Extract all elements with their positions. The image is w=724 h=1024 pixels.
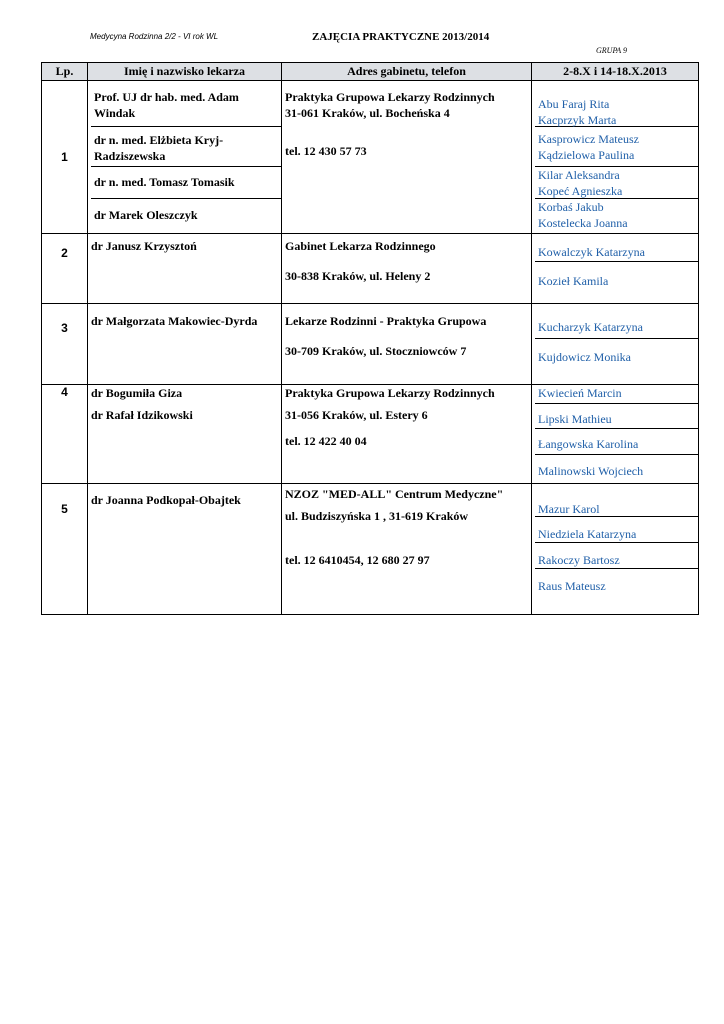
doctor-name: Prof. UJ dr hab. med. Adam Windak	[91, 81, 281, 127]
table-row	[42, 81, 699, 234]
doctor-cell	[88, 81, 282, 234]
student-name: Raus Mateusz	[538, 579, 606, 593]
address-cell	[282, 385, 532, 484]
header-address: Adres gabinetu, telefon	[282, 63, 532, 81]
doctor-name: dr Małgorzata Makowiec-Dyrda	[91, 314, 258, 328]
student-name: Kwiecień Marcin	[535, 385, 698, 404]
student-name: Mazur Karol	[535, 484, 698, 517]
document-subtitle: Medycyna Rodzinna 2/2 - VI rok WL	[90, 32, 219, 41]
address-cell	[282, 484, 532, 615]
table-row	[42, 385, 699, 484]
student-name: Kopeć Agnieszka	[538, 184, 623, 198]
phone-line: tel. 12 422 40 04	[285, 434, 367, 448]
schedule-table	[41, 62, 699, 615]
row-number: 3	[42, 304, 88, 385]
table-row	[42, 484, 699, 615]
address-line: 31-056 Kraków, ul. Estery 6	[285, 408, 428, 422]
address-cell	[282, 234, 532, 304]
doctor-name: dr n. med. Elżbieta Kryj-Radziszewska	[91, 127, 281, 167]
student-name: Kujdowicz Monika	[538, 350, 631, 364]
table-row	[42, 234, 699, 304]
student-name: Rakoczy Bartosz	[535, 543, 698, 569]
doctor-name: dr Joanna Podkopał-Obajtek	[91, 493, 241, 507]
phone-line: tel. 12 6410454, 12 680 27 97	[285, 553, 430, 567]
students-cell	[532, 385, 699, 484]
doctor-name: dr Bogumiła Giza	[91, 386, 183, 400]
student-name: Niedziela Katarzyna	[535, 517, 698, 543]
address-line: ul. Budziszyńska 1 , 31-619 Kraków	[285, 509, 469, 523]
address-line: NZOZ "MED-ALL" Centrum Medyczne"	[285, 487, 504, 501]
student-name: Kucharzyk Katarzyna	[535, 304, 698, 339]
address-line: 30-709 Kraków, ul. Stoczniowców 7	[285, 344, 467, 358]
row-number: 2	[42, 234, 88, 304]
doctor-name: dr Janusz Krzysztoń	[91, 239, 197, 253]
doctor-name: dr n. med. Tomasz Tomasik	[91, 167, 281, 199]
student-name: Abu Faraj Rita	[538, 97, 610, 111]
header-dates: 2-8.X i 14-18.X.2013	[532, 63, 699, 81]
address-line: 31-061 Kraków, ul. Bocheńska 4	[285, 106, 450, 120]
student-name: Kostelecka Joanna	[538, 216, 628, 230]
students-cell	[532, 81, 699, 234]
student-name: Kasprowicz Mateusz	[538, 132, 639, 146]
student-name: Łangowska Karolina	[535, 429, 698, 455]
group-label: GRUPA 9	[596, 46, 628, 55]
doctor-name: dr Marek Oleszczyk	[94, 208, 198, 222]
student-name: Lipski Mathieu	[535, 404, 698, 429]
student-name: Kowalczyk Katarzyna	[535, 234, 698, 262]
header-lp: Lp.	[42, 63, 88, 81]
row-number: 1	[42, 81, 88, 234]
address-cell	[282, 81, 532, 234]
address-line: Praktyka Grupowa Lekarzy Rodzinnych	[285, 90, 495, 104]
student-name: Kozieł Kamila	[538, 274, 609, 288]
row-number: 4	[42, 385, 88, 484]
doctor-cell	[88, 304, 282, 385]
doctor-cell	[88, 234, 282, 304]
student-name: Kilar Aleksandra	[538, 168, 620, 182]
table-header-row	[42, 63, 699, 81]
doctor-name: dr Rafał Idzikowski	[91, 408, 193, 422]
phone-line: tel. 12 430 57 73	[285, 144, 367, 158]
address-line: Gabinet Lekarza Rodzinnego	[285, 239, 436, 253]
doctor-cell	[88, 385, 282, 484]
table-row	[42, 304, 699, 385]
address-line: 30-838 Kraków, ul. Heleny 2	[285, 269, 431, 283]
doctor-cell	[88, 484, 282, 615]
students-cell	[532, 234, 699, 304]
student-name: Malinowski Wojciech	[538, 464, 644, 478]
header-doctor: Imię i nazwisko lekarza	[88, 63, 282, 81]
student-name: Korbaś Jakub	[538, 200, 604, 214]
students-cell	[532, 304, 699, 385]
student-name: Kądzielowa Paulina	[538, 148, 635, 162]
document-title: ZAJĘCIA PRAKTYCZNE 2013/2014	[312, 31, 490, 43]
address-cell	[282, 304, 532, 385]
row-number: 5	[42, 484, 88, 615]
address-line: Praktyka Grupowa Lekarzy Rodzinnych	[285, 386, 495, 400]
address-line: Lekarze Rodzinni - Praktyka Grupowa	[285, 314, 487, 328]
student-name: Kacprzyk Marta	[538, 113, 617, 127]
students-cell	[532, 484, 699, 615]
